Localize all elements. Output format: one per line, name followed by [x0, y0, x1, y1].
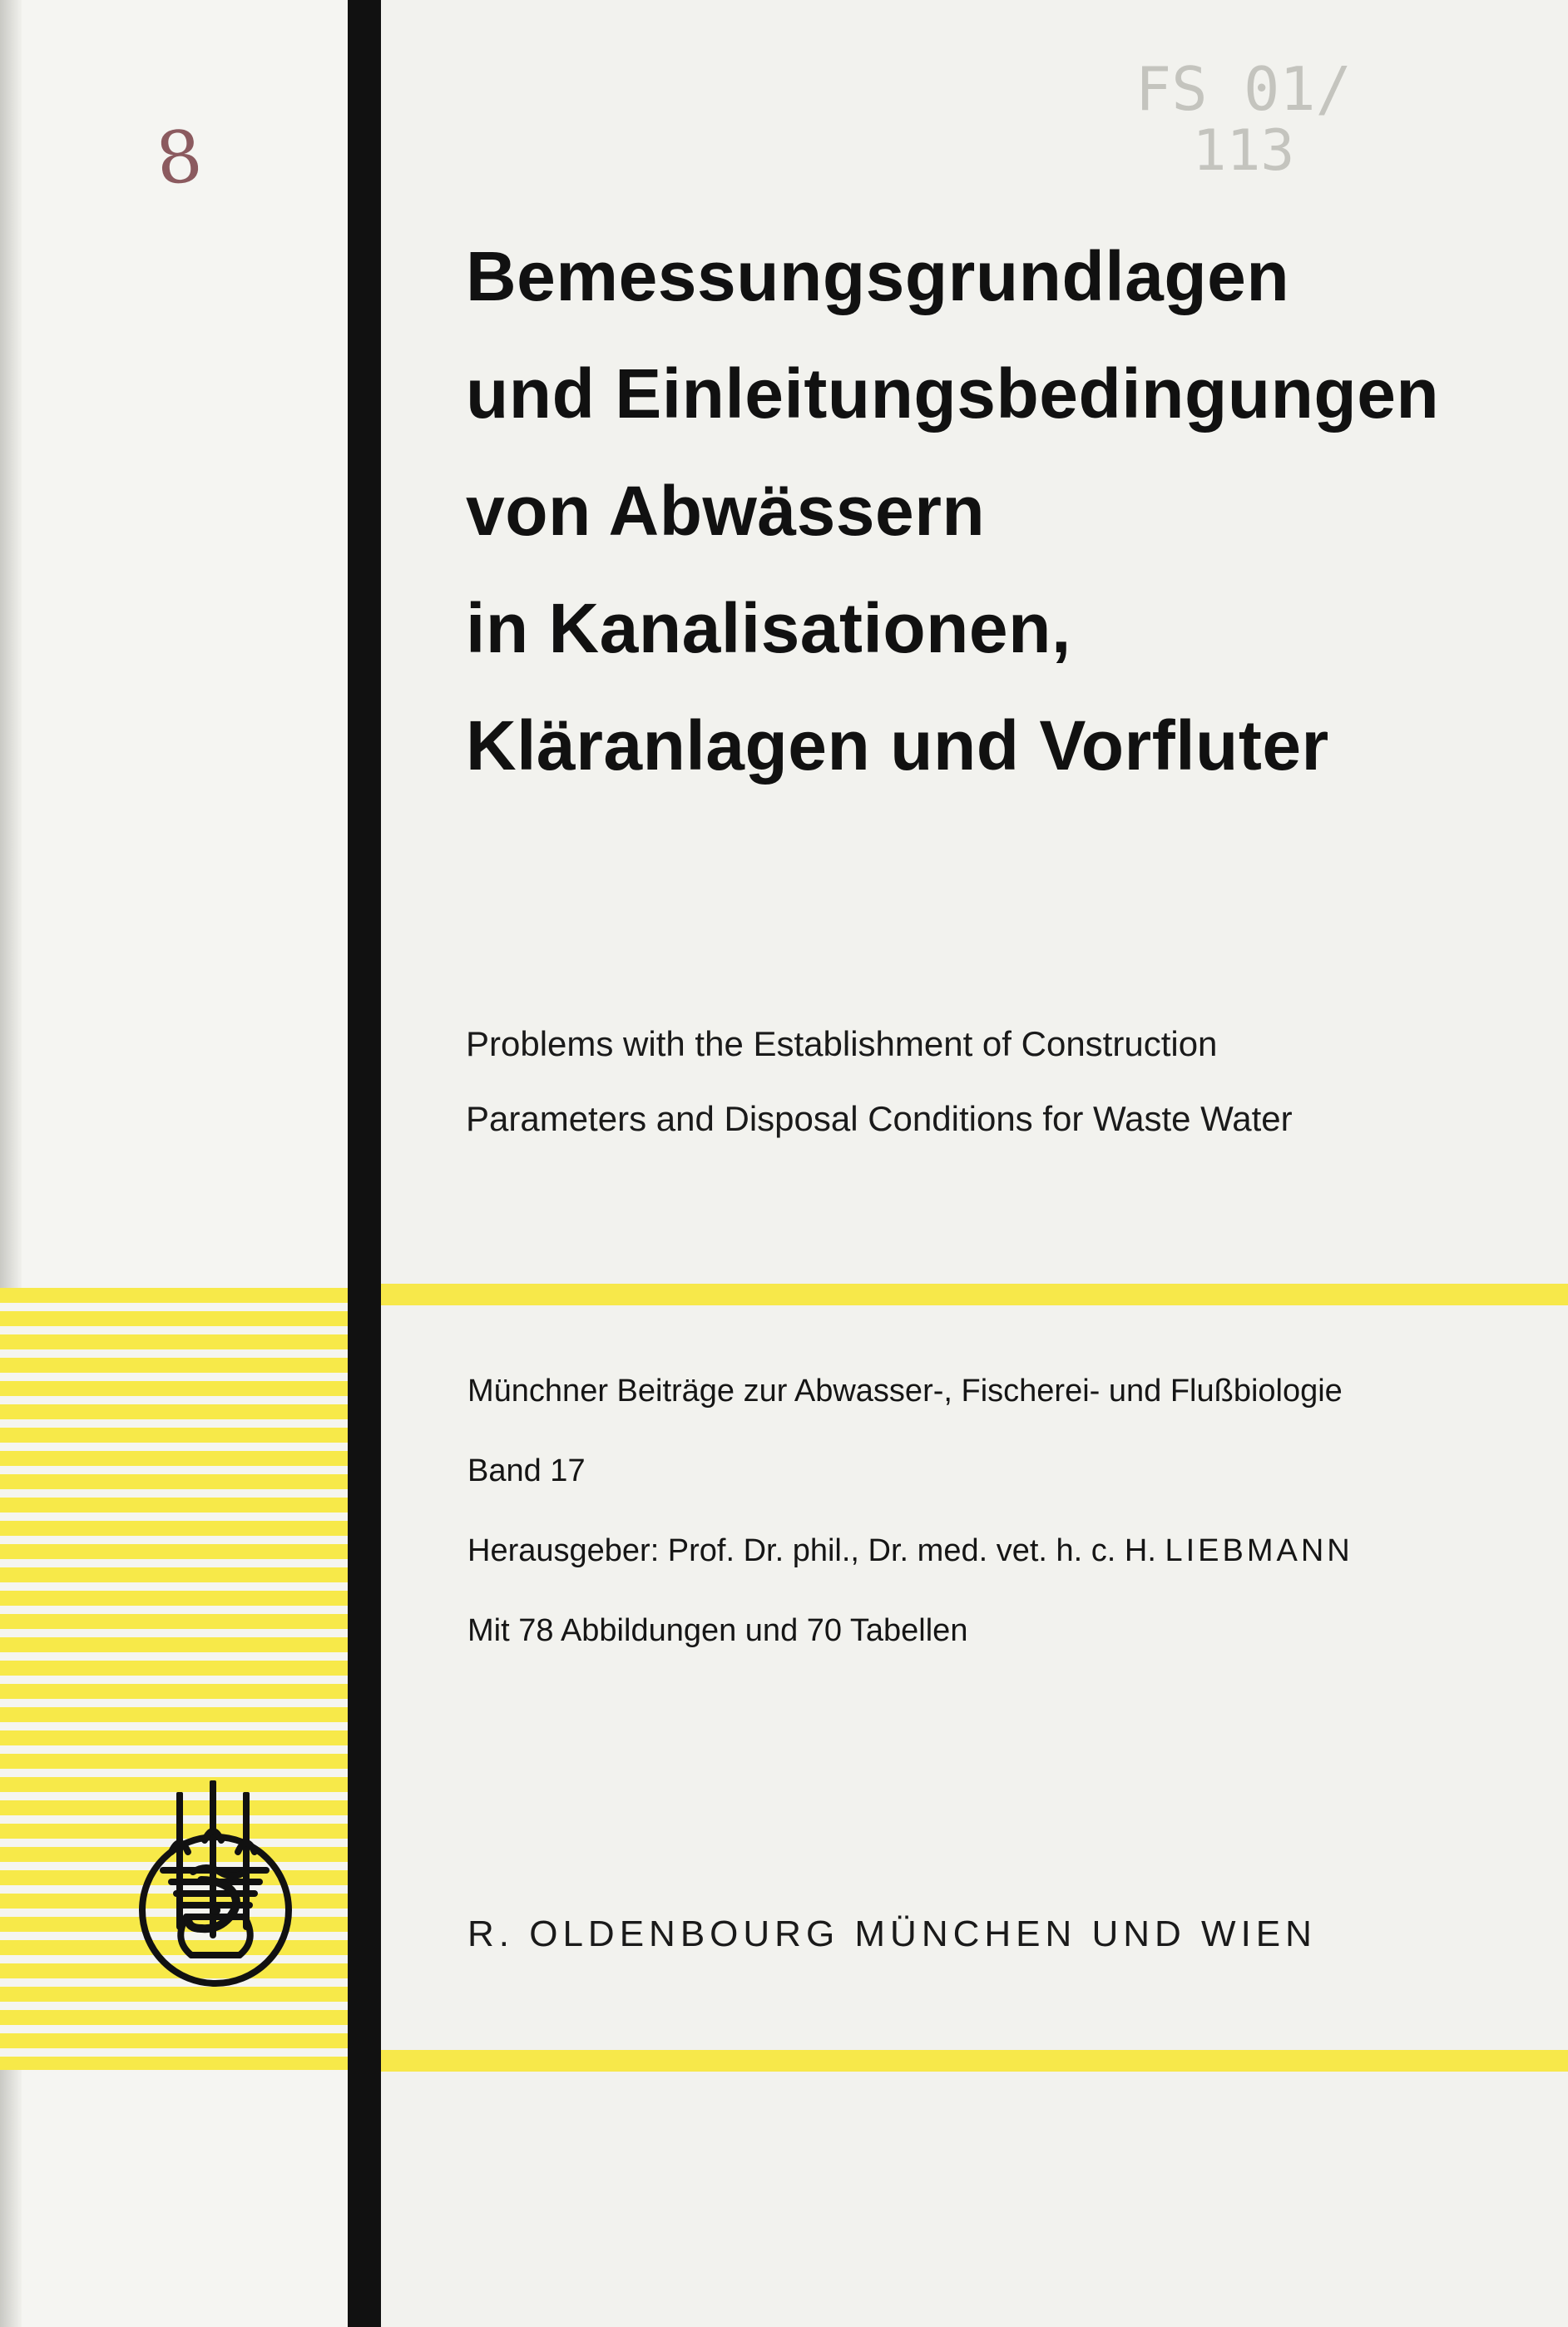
vertical-black-rule	[348, 0, 381, 2327]
publisher-logo-svg	[133, 1772, 298, 1988]
subtitle-line-2: Parameters and Disposal Conditions for Waste Water	[466, 1099, 1293, 1138]
publisher-name: R. OLDENBOURG MÜNCHEN UND WIEN	[467, 1914, 1317, 1954]
publisher-logo	[133, 1772, 298, 1988]
book-title	[466, 218, 1506, 805]
title-line-5: Kläranlagen und Vorfluter	[466, 706, 1329, 785]
title-line-1: Bemessungsgrundlagen	[466, 237, 1290, 315]
subtitle-line-1: Problems with the Establishment of Construction	[466, 1024, 1218, 1063]
editor-name: LIEBMANN	[1165, 1533, 1353, 1568]
title-line-2: und Einleitungsbedingungen	[466, 354, 1440, 433]
english-subtitle	[466, 1007, 1447, 1156]
title-line-3: von Abwässern	[466, 472, 986, 550]
title-line-4: in Kanalisationen,	[466, 589, 1071, 667]
faded-stamp	[1135, 54, 1352, 184]
series-details	[467, 1371, 1516, 1651]
handwritten-number: 8	[151, 114, 206, 202]
editor-prefix: Herausgeber: Prof. Dr. phil., Dr. med. vet. h. c. H.	[467, 1533, 1156, 1568]
series-name: Münchner Beiträge zur Abwasser-, Fischerei- und Flußbiologie	[467, 1374, 1343, 1409]
yellow-top-rule	[381, 1284, 1568, 1305]
stamp-line-2: 113	[1192, 117, 1295, 184]
editor-line	[467, 1531, 1516, 1571]
yellow-bottom-rule	[381, 2050, 1568, 2072]
stamp-line-1: FS 01/	[1135, 54, 1352, 124]
figures-tables: Mit 78 Abbildungen und 70 Tabellen	[467, 1613, 968, 1648]
volume-number: Band 17	[467, 1453, 586, 1488]
